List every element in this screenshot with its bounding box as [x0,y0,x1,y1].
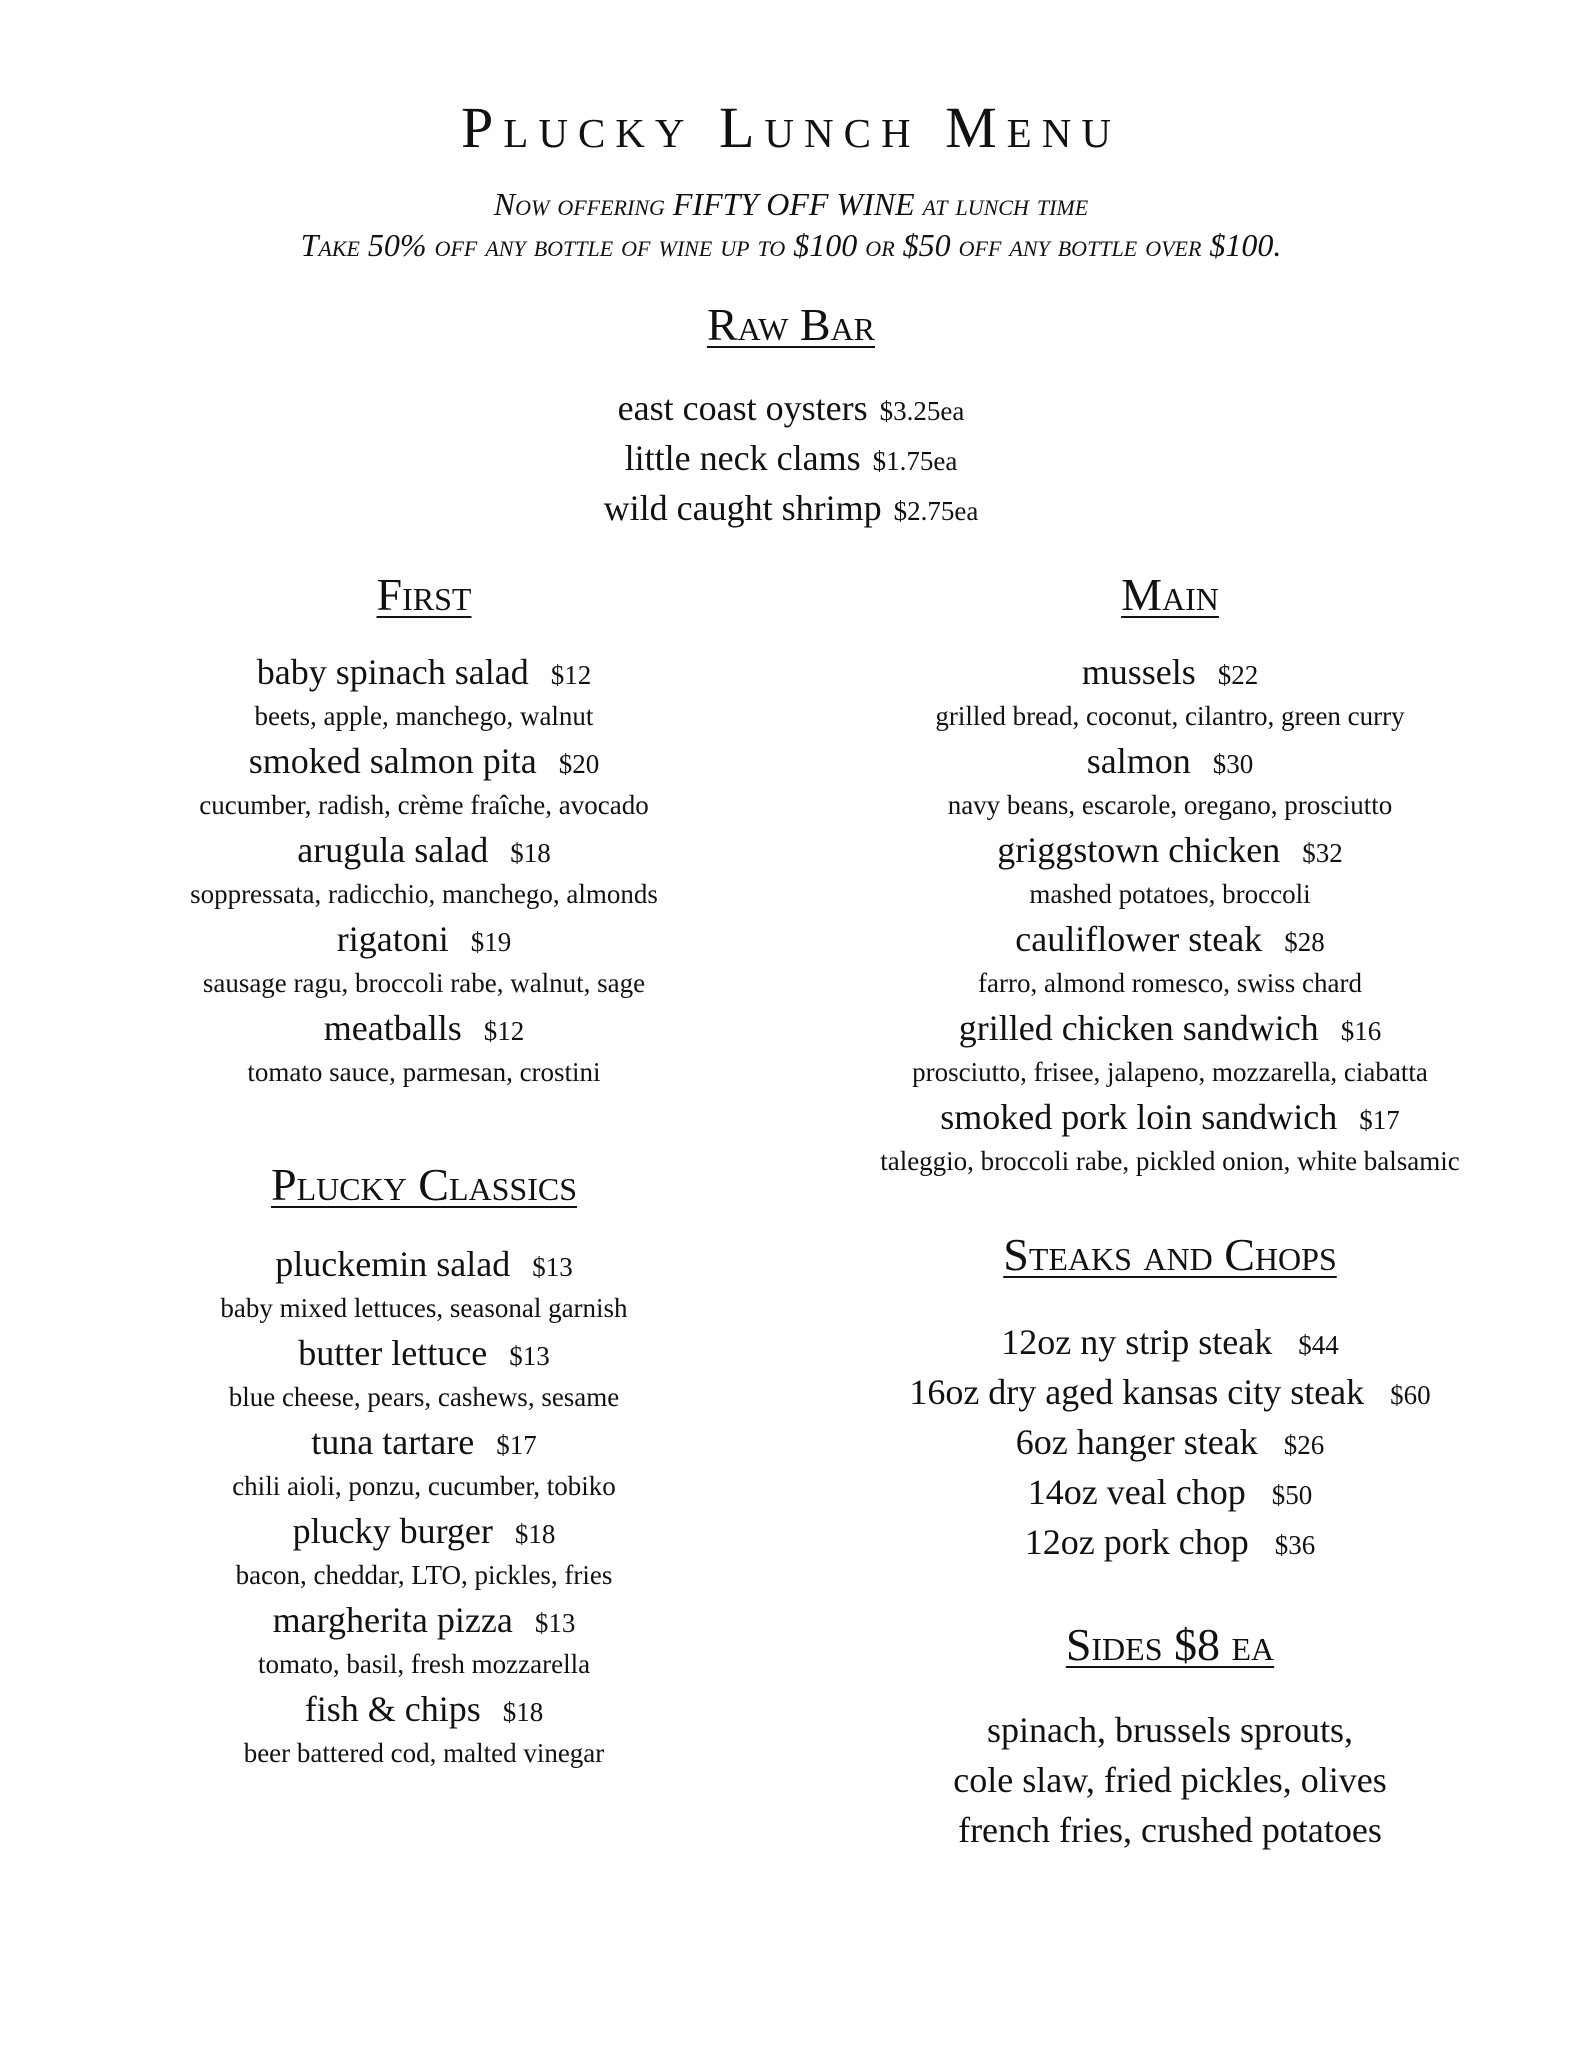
menu-item [770,1467,1570,1517]
item-price: $18 [510,837,551,868]
item-name: 16oz dry aged kansas city steak [909,1371,1365,1412]
item-price: $16 [1340,1015,1382,1046]
item-price: $28 [1284,926,1325,957]
item-description: tomato sauce, parmesan, crostini [247,1056,601,1087]
menu-item [770,649,1570,695]
item-description: navy beans, escarole, oregano, prosciutto [947,789,1393,820]
item-price: $13 [534,1607,576,1638]
menu-item [24,1419,824,1465]
item-name: grilled chicken sandwich [958,1007,1319,1048]
item-price: $3.25ea [879,395,965,426]
classics-section [24,1160,824,1775]
item-name: fish & chips [304,1688,481,1729]
item-description: prosciutto, frisee, jalapeno, mozzarella, ciabatta [912,1056,1428,1087]
item-name: plucky burger [292,1510,493,1551]
sides-section [770,1620,1570,1855]
menu-item [24,1330,824,1376]
item-name: smoked salmon pita [248,740,537,781]
main-section [770,570,1570,1183]
item-name: wild caught shrimp [603,487,882,528]
menu-item [770,827,1570,873]
item-name: griggstown chicken [997,829,1281,870]
item-price: $44 [1298,1329,1339,1360]
item-price: $32 [1302,837,1343,868]
steaks-title: Steaks and Chops [1003,1229,1337,1280]
item-description: sausage ragu, broccoli rabe, walnut, sage [202,967,646,998]
item-price: $50 [1271,1479,1313,1510]
item-price: $20 [558,748,600,779]
item-name: mussels [1081,651,1196,692]
item-description: soppressata, radicchio, manchego, almonds [190,878,658,909]
item-price: $17 [1359,1104,1400,1135]
menu-item [770,1317,1570,1367]
menu-item [24,1686,824,1732]
steaks-list [770,1317,1570,1567]
item-description: taleggio, broccoli rabe, pickled onion, white balsamic [880,1145,1460,1176]
sides-line: cole slaw, fried pickles, olives [953,1759,1387,1800]
item-description: bacon, cheddar, LTO, pickles, fries [235,1559,613,1590]
raw-bar-section [391,300,1191,533]
main-title: Main [1121,569,1219,620]
item-price: $12 [550,659,592,690]
item-name: butter lettuce [298,1332,488,1373]
item-description: tomato, basil, fresh mozzarella [257,1648,591,1679]
menu-title: Plucky Lunch Menu [461,95,1121,160]
item-price: $60 [1390,1379,1431,1410]
menu-item [770,1005,1570,1051]
menu-item [770,738,1570,784]
item-price: $13 [532,1251,573,1282]
item-name: smoked pork loin sandwich [940,1096,1338,1137]
item-name: arugula salad [297,829,489,870]
item-name: margherita pizza [272,1599,513,1640]
item-price: $26 [1283,1429,1325,1460]
item-description: farro, almond romesco, swiss chard [978,967,1362,998]
item-name: rigatoni [336,918,449,959]
item-name: pluckemin salad [275,1243,511,1284]
item-name: 12oz ny strip steak [1001,1321,1273,1362]
item-price: $1.75ea [872,445,958,476]
menu-item [391,383,1191,433]
item-description: grilled bread, coconut, cilantro, green curry [935,700,1405,731]
item-description: beets, apple, manchego, walnut [254,700,594,731]
item-description: cucumber, radish, crème fraîche, avocado [199,789,649,820]
item-name: tuna tartare [311,1421,475,1462]
sides-line: spinach, brussels sprouts, [987,1709,1353,1750]
item-description: baby mixed lettuces, seasonal garnish [220,1292,628,1323]
menu-item [24,1597,824,1643]
menu-item [770,1367,1570,1417]
promo-line-2: Take 50% off any bottle of wine up to $100 or $50 off any bottle over $100. [300,227,1282,263]
item-price: $19 [470,926,512,957]
item-description: beer battered cod, malted vinegar [243,1737,605,1768]
item-price: $17 [496,1429,537,1460]
first-section [24,570,824,1094]
sides-list [770,1705,1570,1855]
sides-line: french fries, crushed potatoes [958,1809,1382,1850]
menu-item [24,1005,824,1051]
item-name: little neck clams [624,437,861,478]
classics-list [24,1241,824,1775]
item-description: chili aioli, ponzu, cucumber, tobiko [232,1470,616,1501]
raw-bar-title: Raw Bar [706,299,876,350]
item-price: $30 [1212,748,1254,779]
item-price: $18 [502,1696,544,1727]
menu-item [24,1508,824,1554]
promo-line-1: Now offering FIFTY OFF WINE at lunch time [493,186,1089,222]
menu-item [24,827,824,873]
item-price: $2.75ea [893,495,979,526]
item-name: salmon [1086,740,1191,781]
menu-item [770,1517,1570,1567]
menu-item [24,1241,824,1287]
item-name: meatballs [323,1007,462,1048]
main-list [770,649,1570,1183]
menu-item [770,1094,1570,1140]
menu-item [770,916,1570,962]
item-name: baby spinach salad [256,651,529,692]
sides-title: Sides $8 ea [1065,1619,1275,1670]
item-price: $36 [1274,1529,1316,1560]
classics-title: Plucky Classics [270,1159,578,1210]
item-description: mashed potatoes, broccoli [1029,878,1311,909]
menu-item [391,483,1191,533]
item-description: blue cheese, pears, cashews, sesame [228,1381,620,1412]
menu-item [24,649,824,695]
menu-item [391,433,1191,483]
menu-item [24,738,824,784]
raw-bar-list [391,383,1191,533]
menu-item [770,1417,1570,1467]
item-price: $22 [1217,659,1259,690]
item-price: $12 [483,1015,525,1046]
first-list [24,649,824,1094]
item-name: 6oz hanger steak [1015,1421,1258,1462]
item-name: cauliflower steak [1015,918,1263,959]
item-name: east coast oysters [617,387,868,428]
menu-item [24,916,824,962]
steaks-section [770,1230,1570,1567]
item-price: $18 [514,1518,556,1549]
item-name: 12oz pork chop [1024,1521,1249,1562]
item-price: $13 [509,1340,550,1371]
item-name: 14oz veal chop [1027,1471,1246,1512]
first-title: First [376,569,472,620]
